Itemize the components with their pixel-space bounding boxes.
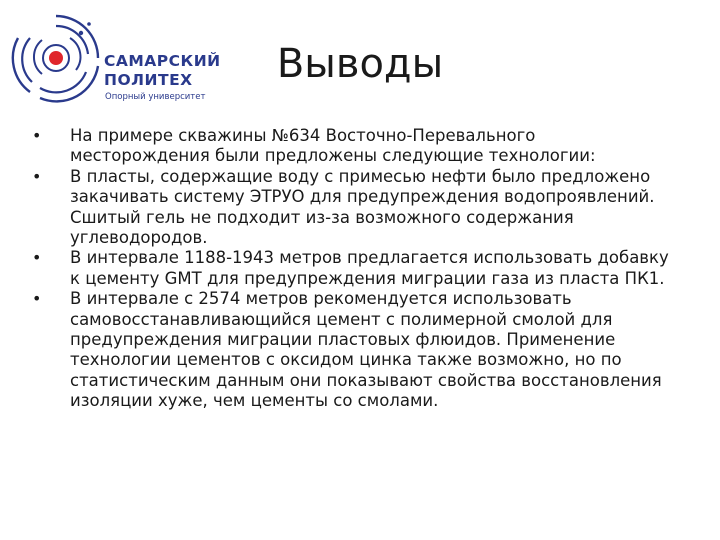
logo-tagline: Опорный университет xyxy=(105,92,206,102)
logo-text-line2: ПОЛИТЕХ xyxy=(104,71,193,89)
bullet-icon: • xyxy=(32,289,42,309)
bullet-item xyxy=(28,126,678,167)
bullet-item xyxy=(28,167,678,249)
bullet-item xyxy=(28,289,678,411)
orbit-emblem-icon xyxy=(10,8,102,108)
bullet-text: В пласты, содержащие воду с примесью нефти было предложено закачивать систему ЭТРУО для предупреждения водопроявлений. Сшитый гель не подходит из-за возможного содержания углеводородов. xyxy=(70,166,655,248)
bullet-text: На примере скважины №634 Восточно-Перевального месторождения были предложены следующие технологии: xyxy=(70,126,596,166)
logo-text-line1: САМАРСКИЙ xyxy=(104,52,221,70)
university-logo xyxy=(10,8,221,108)
bullet-icon: • xyxy=(32,126,42,145)
slide-title: Выводы xyxy=(276,41,444,87)
bullet-icon: • xyxy=(32,248,42,268)
bullet-list xyxy=(28,126,678,412)
bullet-text: В интервале с 2574 метров рекомендуется использовать самовосстанавливающийся цемент с полимерной смолой для предупреждения миграции пластовых флюидов. Применение технологии цементов с оксидом цинка также возможно, но по статистическим данным они показывают свойства восстановления изоляции хуже, чем цементы со смолами. xyxy=(70,289,662,411)
bullet-item xyxy=(28,248,678,289)
bullet-icon: • xyxy=(32,166,42,186)
bullet-text: В интервале 1188-1943 метров предлагается использовать добавку к цементу GMT для предупреждения миграции газа из пласта ПК1. xyxy=(70,248,669,288)
